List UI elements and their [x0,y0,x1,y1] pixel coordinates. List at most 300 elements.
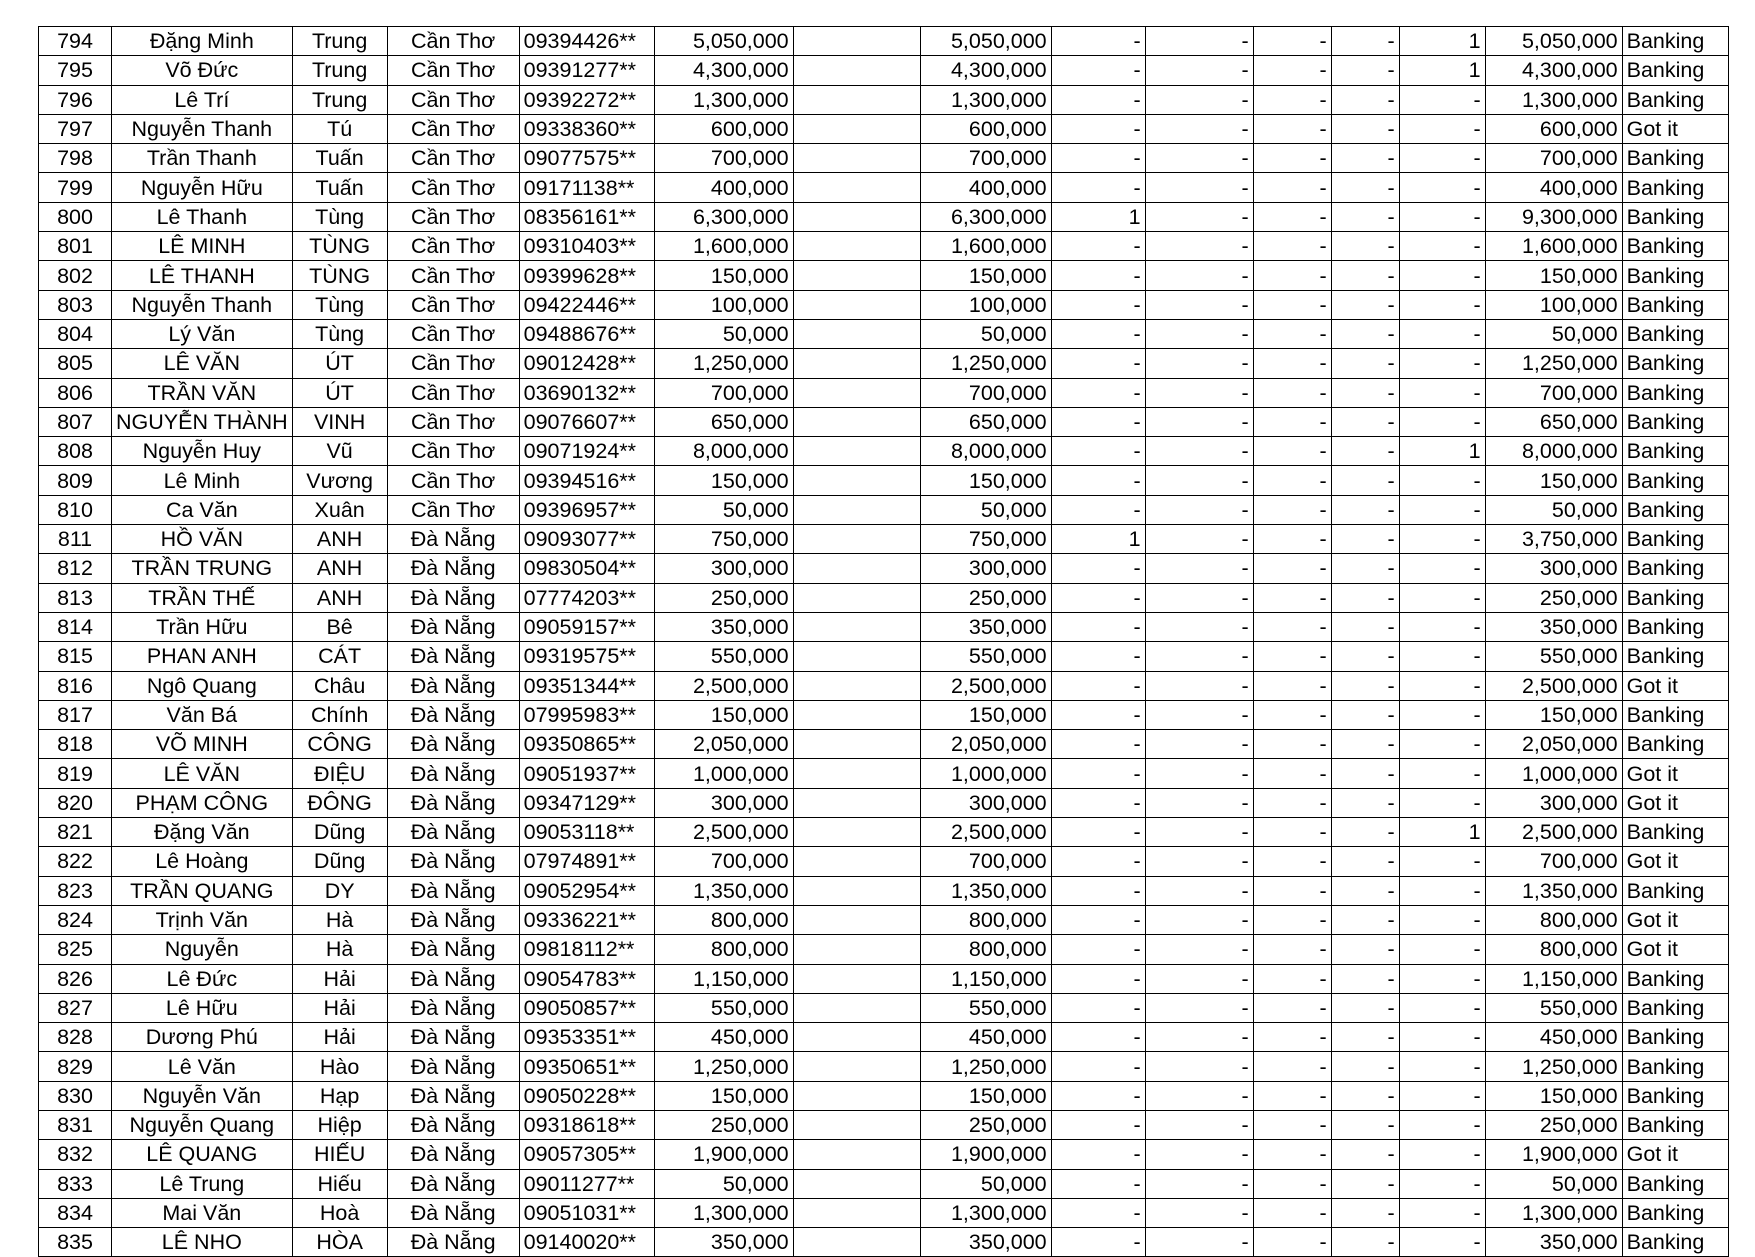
cell-flag-d: - [1331,905,1399,934]
cell-amount-2: 800,000 [920,905,1051,934]
cell-first-name: Tuấn [292,173,387,202]
cell-last-middle-name: Lê Minh [112,466,293,495]
cell-flag-e: - [1399,466,1485,495]
cell-flag-c: - [1253,378,1331,407]
cell-payment-method: Banking [1622,495,1728,524]
cell-amount: 4,300,000 [654,56,793,85]
table-row [39,407,1729,436]
table-row [39,525,1729,554]
cell-phone: 09353351** [519,1023,654,1052]
cell-phone: 09012428** [519,349,654,378]
cell-flag-b: - [1145,495,1253,524]
cell-first-name: ÚT [292,349,387,378]
cell-blank [793,144,920,173]
cell-last-middle-name: LÊ MINH [112,232,293,261]
cell-amount-2: 750,000 [920,525,1051,554]
cell-payment-method: Banking [1622,1110,1728,1139]
cell-last-middle-name: LÊ THANH [112,261,293,290]
cell-amount: 1,150,000 [654,964,793,993]
cell-index: 819 [39,759,112,788]
cell-city: Đà Nẵng [387,1169,519,1198]
cell-amount-2: 8,000,000 [920,437,1051,466]
cell-first-name: Bê [292,612,387,641]
cell-payment-method: Banking [1622,612,1728,641]
cell-first-name: Hào [292,1052,387,1081]
cell-amount: 150,000 [654,466,793,495]
cell-amount: 2,500,000 [654,818,793,847]
cell-flag-a: - [1051,378,1145,407]
cell-flag-e: - [1399,1140,1485,1169]
cell-flag-e: - [1399,905,1485,934]
cell-flag-c: - [1253,583,1331,612]
cell-payment-method: Banking [1622,27,1728,56]
cell-phone: 09077575** [519,144,654,173]
cell-first-name: ÚT [292,378,387,407]
cell-flag-e: - [1399,407,1485,436]
cell-payment-method: Banking [1622,818,1728,847]
cell-first-name: Tùng [292,290,387,319]
cell-first-name: Hiếu [292,1169,387,1198]
cell-city: Cần Thơ [387,85,519,114]
cell-flag-a: - [1051,144,1145,173]
cell-amount: 550,000 [654,993,793,1022]
cell-blank [793,114,920,143]
cell-city: Đà Nẵng [387,1110,519,1139]
cell-total: 550,000 [1485,642,1622,671]
table-row [39,202,1729,231]
cell-phone: 09054783** [519,964,654,993]
cell-flag-b: - [1145,642,1253,671]
cell-flag-c: - [1253,847,1331,876]
cell-amount-2: 1,250,000 [920,349,1051,378]
cell-index: 828 [39,1023,112,1052]
cell-flag-a: - [1051,993,1145,1022]
cell-city: Cần Thơ [387,114,519,143]
cell-flag-e: 1 [1399,56,1485,85]
cell-amount: 400,000 [654,173,793,202]
cell-first-name: DY [292,876,387,905]
cell-flag-e: - [1399,1198,1485,1227]
cell-total: 4,300,000 [1485,56,1622,85]
cell-phone: 07974891** [519,847,654,876]
cell-phone: 09011277** [519,1169,654,1198]
cell-flag-d: - [1331,1110,1399,1139]
cell-amount: 100,000 [654,290,793,319]
cell-total: 150,000 [1485,1081,1622,1110]
cell-blank [793,378,920,407]
cell-flag-d: - [1331,964,1399,993]
cell-flag-e: - [1399,1023,1485,1052]
cell-blank [793,173,920,202]
cell-blank [793,1228,920,1257]
cell-amount-2: 700,000 [920,144,1051,173]
cell-flag-d: - [1331,232,1399,261]
cell-first-name: Hiệp [292,1110,387,1139]
cell-flag-d: - [1331,759,1399,788]
table-row [39,232,1729,261]
cell-city: Cần Thơ [387,378,519,407]
cell-flag-c: - [1253,466,1331,495]
cell-city: Đà Nẵng [387,525,519,554]
cell-last-middle-name: Lê Hoàng [112,847,293,876]
cell-flag-d: - [1331,847,1399,876]
cell-amount-2: 1,600,000 [920,232,1051,261]
cell-payment-method: Banking [1622,964,1728,993]
cell-blank [793,818,920,847]
cell-flag-b: - [1145,85,1253,114]
cell-payment-method: Banking [1622,1081,1728,1110]
cell-index: 807 [39,407,112,436]
cell-amount: 5,050,000 [654,27,793,56]
cell-index: 832 [39,1140,112,1169]
cell-flag-c: - [1253,905,1331,934]
cell-flag-d: - [1331,935,1399,964]
cell-index: 816 [39,671,112,700]
cell-flag-d: - [1331,1140,1399,1169]
cell-payment-method: Banking [1622,1052,1728,1081]
cell-blank [793,905,920,934]
cell-index: 830 [39,1081,112,1110]
cell-total: 1,900,000 [1485,1140,1622,1169]
cell-flag-c: - [1253,759,1331,788]
cell-amount: 700,000 [654,378,793,407]
cell-flag-d: - [1331,202,1399,231]
cell-first-name: Châu [292,671,387,700]
table-row [39,876,1729,905]
cell-payment-method: Got it [1622,671,1728,700]
cell-flag-c: - [1253,495,1331,524]
cell-flag-d: - [1331,56,1399,85]
cell-blank [793,788,920,817]
cell-flag-d: - [1331,1198,1399,1227]
cell-city: Đà Nẵng [387,671,519,700]
cell-first-name: ĐIỆU [292,759,387,788]
cell-amount: 350,000 [654,1228,793,1257]
cell-flag-b: - [1145,1169,1253,1198]
cell-flag-a: - [1051,612,1145,641]
cell-first-name: ĐÔNG [292,788,387,817]
cell-flag-a: - [1051,700,1145,729]
cell-blank [793,349,920,378]
table-row [39,261,1729,290]
cell-city: Đà Nẵng [387,554,519,583]
cell-last-middle-name: Lê Thanh [112,202,293,231]
table-row [39,964,1729,993]
cell-flag-a: - [1051,85,1145,114]
cell-amount-2: 1,300,000 [920,1198,1051,1227]
cell-flag-a: - [1051,437,1145,466]
cell-first-name: Trung [292,56,387,85]
cell-flag-d: - [1331,818,1399,847]
cell-amount-2: 650,000 [920,407,1051,436]
cell-amount: 1,250,000 [654,349,793,378]
cell-flag-e: - [1399,495,1485,524]
table-row [39,1228,1729,1257]
cell-flag-e: - [1399,935,1485,964]
cell-flag-c: - [1253,993,1331,1022]
table-row [39,700,1729,729]
cell-payment-method: Banking [1622,173,1728,202]
cell-flag-a: - [1051,554,1145,583]
cell-flag-a: - [1051,759,1145,788]
table-row [39,349,1729,378]
table-row [39,759,1729,788]
cell-flag-e: - [1399,671,1485,700]
cell-amount: 1,300,000 [654,85,793,114]
table-row [39,847,1729,876]
cell-total: 1,300,000 [1485,85,1622,114]
cell-index: 796 [39,85,112,114]
table-row [39,290,1729,319]
cell-flag-a: - [1051,261,1145,290]
cell-amount-2: 1,250,000 [920,1052,1051,1081]
table-row [39,56,1729,85]
cell-payment-method: Banking [1622,1228,1728,1257]
cell-flag-c: - [1253,232,1331,261]
cell-amount-2: 700,000 [920,847,1051,876]
cell-flag-c: - [1253,1052,1331,1081]
cell-flag-c: - [1253,114,1331,143]
cell-amount: 2,050,000 [654,730,793,759]
cell-phone: 09057305** [519,1140,654,1169]
cell-flag-d: - [1331,290,1399,319]
cell-first-name: HIẾU [292,1140,387,1169]
cell-flag-e: - [1399,730,1485,759]
cell-amount-2: 600,000 [920,114,1051,143]
cell-payment-method: Banking [1622,466,1728,495]
cell-payment-method: Banking [1622,56,1728,85]
cell-payment-method: Banking [1622,583,1728,612]
table-row [39,319,1729,348]
cell-blank [793,202,920,231]
cell-flag-e: - [1399,1081,1485,1110]
table-row [39,378,1729,407]
cell-flag-a: - [1051,232,1145,261]
cell-flag-c: - [1253,261,1331,290]
cell-flag-d: - [1331,466,1399,495]
cell-city: Đà Nẵng [387,905,519,934]
cell-flag-e: - [1399,759,1485,788]
cell-flag-a: - [1051,349,1145,378]
cell-city: Đà Nẵng [387,1198,519,1227]
cell-index: 802 [39,261,112,290]
cell-last-middle-name: Ngô Quang [112,671,293,700]
cell-flag-e: - [1399,378,1485,407]
cell-total: 2,500,000 [1485,818,1622,847]
cell-flag-c: - [1253,202,1331,231]
cell-amount: 50,000 [654,495,793,524]
cell-phone: 09818112** [519,935,654,964]
cell-flag-a: - [1051,1110,1145,1139]
cell-payment-method: Got it [1622,847,1728,876]
cell-blank [793,700,920,729]
cell-flag-e: - [1399,319,1485,348]
cell-flag-a: - [1051,1228,1145,1257]
cell-phone: 09140020** [519,1228,654,1257]
cell-index: 797 [39,114,112,143]
cell-city: Cần Thơ [387,290,519,319]
cell-index: 808 [39,437,112,466]
cell-payment-method: Banking [1622,232,1728,261]
cell-total: 350,000 [1485,1228,1622,1257]
cell-amount-2: 1,150,000 [920,964,1051,993]
cell-flag-e: - [1399,173,1485,202]
cell-flag-b: - [1145,173,1253,202]
cell-amount-2: 4,300,000 [920,56,1051,85]
cell-flag-d: - [1331,1052,1399,1081]
cell-city: Cần Thơ [387,173,519,202]
cell-index: 833 [39,1169,112,1198]
cell-amount: 1,300,000 [654,1198,793,1227]
cell-flag-b: - [1145,466,1253,495]
cell-amount-2: 550,000 [920,993,1051,1022]
cell-index: 818 [39,730,112,759]
table-row [39,612,1729,641]
cell-blank [793,232,920,261]
cell-flag-b: - [1145,437,1253,466]
cell-flag-e: - [1399,1228,1485,1257]
cell-flag-e: - [1399,554,1485,583]
cell-last-middle-name: TRẦN QUANG [112,876,293,905]
cell-flag-d: - [1331,1169,1399,1198]
cell-first-name: Hà [292,935,387,964]
cell-flag-e: - [1399,1110,1485,1139]
cell-total: 9,300,000 [1485,202,1622,231]
table-row [39,1169,1729,1198]
cell-total: 1,300,000 [1485,1198,1622,1227]
cell-flag-d: - [1331,1023,1399,1052]
table-row [39,993,1729,1022]
cell-blank [793,27,920,56]
cell-phone: 09171138** [519,173,654,202]
cell-amount-2: 250,000 [920,1110,1051,1139]
cell-flag-c: - [1253,612,1331,641]
cell-last-middle-name: Lê Hữu [112,993,293,1022]
cell-first-name: ANH [292,525,387,554]
cell-flag-c: - [1253,788,1331,817]
cell-amount: 50,000 [654,1169,793,1198]
cell-amount: 750,000 [654,525,793,554]
cell-blank [793,1198,920,1227]
cell-total: 1,250,000 [1485,349,1622,378]
table-row [39,495,1729,524]
cell-flag-c: - [1253,27,1331,56]
cell-last-middle-name: Nguyễn Huy [112,437,293,466]
cell-payment-method: Banking [1622,202,1728,231]
table-body [39,27,1729,1257]
cell-index: 826 [39,964,112,993]
cell-amount-2: 2,500,000 [920,818,1051,847]
cell-phone: 09396957** [519,495,654,524]
cell-last-middle-name: Đặng Văn [112,818,293,847]
cell-flag-a: - [1051,964,1145,993]
cell-blank [793,612,920,641]
cell-first-name: TÙNG [292,261,387,290]
cell-index: 795 [39,56,112,85]
cell-city: Đà Nẵng [387,818,519,847]
cell-index: 815 [39,642,112,671]
cell-last-middle-name: TRẦN THẾ [112,583,293,612]
cell-last-middle-name: PHẠM CÔNG [112,788,293,817]
cell-amount: 8,000,000 [654,437,793,466]
cell-flag-e: - [1399,114,1485,143]
cell-payment-method: Banking [1622,525,1728,554]
cell-flag-e: - [1399,642,1485,671]
cell-flag-d: - [1331,700,1399,729]
cell-amount-2: 50,000 [920,495,1051,524]
table-row [39,1081,1729,1110]
cell-phone: 09093077** [519,525,654,554]
cell-city: Cần Thơ [387,349,519,378]
cell-blank [793,1081,920,1110]
cell-flag-a: - [1051,290,1145,319]
cell-payment-method: Banking [1622,1198,1728,1227]
cell-phone: 09830504** [519,554,654,583]
cell-amount-2: 6,300,000 [920,202,1051,231]
cell-flag-d: - [1331,378,1399,407]
cell-flag-b: - [1145,319,1253,348]
cell-flag-c: - [1253,85,1331,114]
cell-flag-c: - [1253,1228,1331,1257]
cell-flag-b: - [1145,525,1253,554]
cell-blank [793,671,920,700]
cell-flag-d: - [1331,407,1399,436]
cell-amount-2: 1,000,000 [920,759,1051,788]
table-row [39,554,1729,583]
table-row [39,85,1729,114]
cell-phone: 09071924** [519,437,654,466]
cell-amount-2: 100,000 [920,290,1051,319]
cell-flag-e: - [1399,202,1485,231]
cell-city: Đà Nẵng [387,642,519,671]
cell-first-name: Tú [292,114,387,143]
cell-payment-method: Banking [1622,554,1728,583]
cell-amount: 1,250,000 [654,1052,793,1081]
cell-blank [793,847,920,876]
cell-payment-method: Got it [1622,905,1728,934]
cell-amount-2: 250,000 [920,583,1051,612]
cell-amount: 700,000 [654,144,793,173]
cell-amount-2: 400,000 [920,173,1051,202]
cell-total: 300,000 [1485,554,1622,583]
cell-flag-d: - [1331,495,1399,524]
cell-flag-b: - [1145,935,1253,964]
cell-flag-e: - [1399,349,1485,378]
cell-blank [793,964,920,993]
cell-blank [793,1169,920,1198]
cell-phone: 07995983** [519,700,654,729]
cell-last-middle-name: Trần Hữu [112,612,293,641]
cell-payment-method: Banking [1622,642,1728,671]
cell-flag-d: - [1331,144,1399,173]
cell-city: Cần Thơ [387,56,519,85]
cell-total: 50,000 [1485,495,1622,524]
cell-city: Cần Thơ [387,495,519,524]
cell-amount-2: 5,050,000 [920,27,1051,56]
cell-total: 250,000 [1485,583,1622,612]
cell-blank [793,525,920,554]
cell-flag-b: - [1145,671,1253,700]
table-row [39,935,1729,964]
cell-city: Đà Nẵng [387,935,519,964]
cell-total: 100,000 [1485,290,1622,319]
cell-flag-a: - [1051,466,1145,495]
cell-index: 824 [39,905,112,934]
cell-flag-b: - [1145,730,1253,759]
cell-flag-a: - [1051,905,1145,934]
cell-city: Đà Nẵng [387,788,519,817]
cell-amount-2: 450,000 [920,1023,1051,1052]
